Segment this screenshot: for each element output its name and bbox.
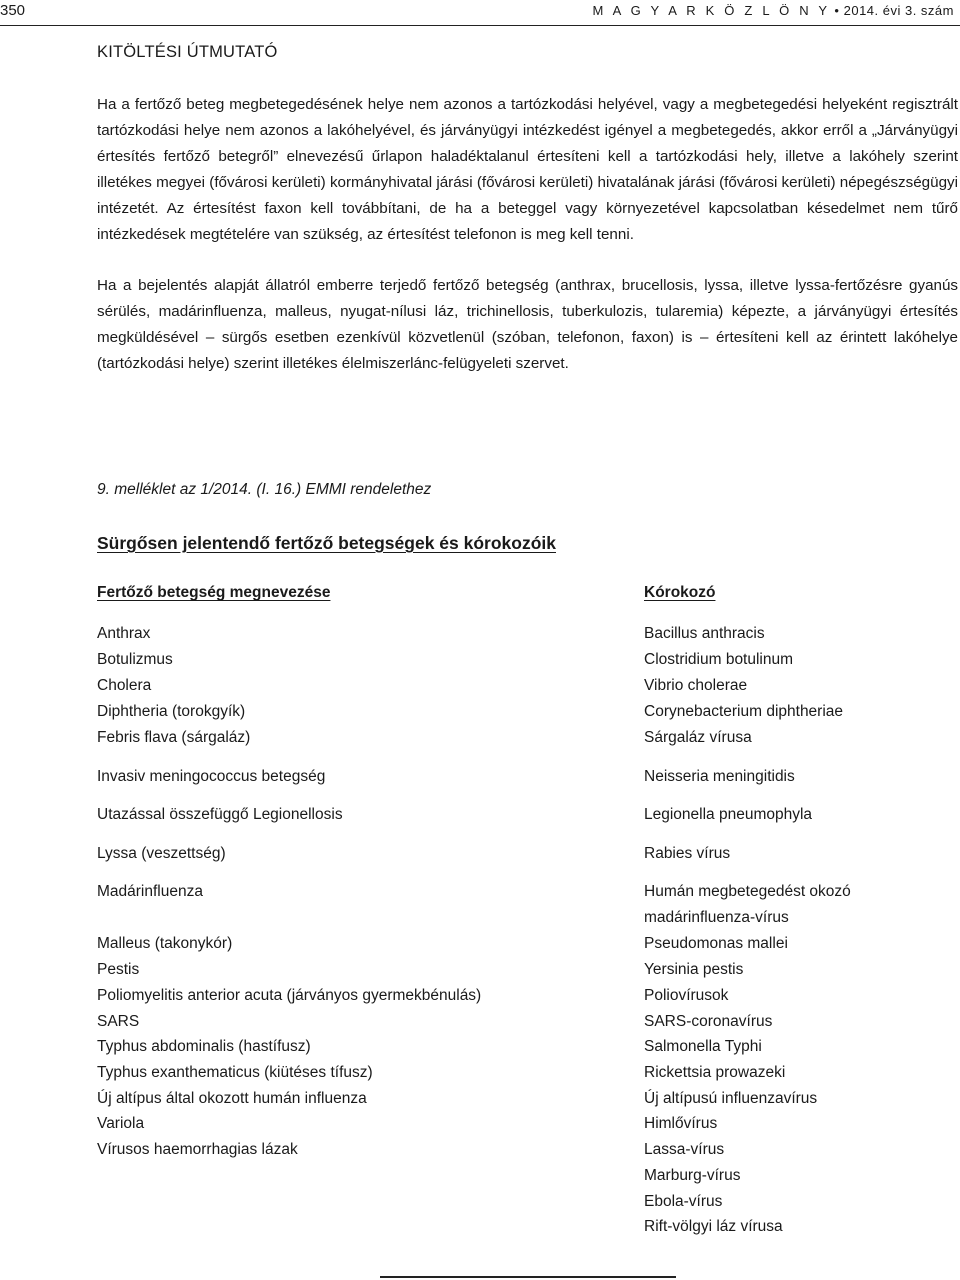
pathogen-cell: Sárgaláz vírusa (644, 729, 752, 746)
disease-cell: Pestis (97, 961, 140, 978)
page-header (0, 0, 960, 30)
pathogen-cell: Ebola-vírus (644, 1193, 723, 1210)
pathogen-cell: Rift-völgyi láz vírusa (644, 1218, 783, 1235)
pathogen-cell: Bacillus anthracis (644, 625, 765, 642)
pathogen-cell-continued: madárinfluenza-vírus (644, 909, 789, 926)
disease-cell: Utazással összefüggő Legionellosis (97, 806, 343, 823)
pathogen-cell: Legionella pneumophyla (644, 806, 813, 823)
footer-rule (380, 1276, 676, 1278)
header-rule (0, 25, 960, 26)
pathogen-cell: Neisseria meningitidis (644, 768, 795, 785)
journal-name: M A G Y A R K Ö Z L Ö N Y (592, 3, 831, 18)
disease-cell: Vírusos haemorrhagias lázak (97, 1141, 298, 1158)
column-header-disease: Fertőző betegség megnevezése (97, 584, 331, 601)
disease-cell: Variola (97, 1115, 145, 1132)
pathogen-cell: Új altípusú influenzavírus (644, 1090, 818, 1107)
disease-cell: Botulizmus (97, 651, 173, 668)
pathogen-cell: Rabies vírus (644, 845, 731, 862)
header-separator: • (834, 3, 840, 18)
pathogen-cell: SARS-coronavírus (644, 1013, 773, 1030)
column-header-pathogen: Kórokozó (644, 584, 716, 601)
pathogen-cell: Rickettsia prowazeki (644, 1064, 786, 1081)
pathogen-cell: Lassa-vírus (644, 1141, 725, 1158)
disease-cell: Febris flava (sárgaláz) (97, 729, 251, 746)
section-title: KITÖLTÉSI ÚTMUTATÓ (97, 43, 278, 61)
page-number: 350 (0, 2, 26, 19)
disease-cell: Typhus exanthematicus (kiütéses tífusz) (97, 1064, 373, 1081)
disease-cell: Poliomyelitis anterior acuta (járványos gyermekbénulás) (97, 987, 482, 1004)
pathogen-cell: Himlővírus (644, 1115, 718, 1132)
pathogen-cell: Pseudomonas mallei (644, 935, 788, 952)
disease-cell: SARS (97, 1013, 140, 1030)
pathogen-cell: Salmonella Typhi (644, 1038, 762, 1055)
pathogen-cell: Clostridium botulinum (644, 651, 794, 668)
table-title: Sürgősen jelentendő fertőző betegségek és kórokozóik (97, 533, 556, 553)
issue-label: 2014. évi 3. szám (843, 3, 954, 18)
annex-reference: 9. melléklet az 1/2014. (I. 16.) EMMI rendelethez (97, 481, 432, 498)
pathogen-cell: Poliovírusok (644, 987, 729, 1004)
pathogen-cell: Marburg-vírus (644, 1167, 741, 1184)
disease-cell: Lyssa (veszettség) (97, 845, 226, 862)
disease-cell: Invasiv meningococcus betegség (97, 768, 326, 785)
disease-cell: Új altípus által okozott humán influenza (97, 1090, 367, 1107)
pathogen-cell: Yersinia pestis (644, 961, 744, 978)
disease-cell: Malleus (takonykór) (97, 935, 233, 952)
journal-masthead (593, 3, 954, 18)
pathogen-cell: Corynebacterium diphtheriae (644, 703, 844, 720)
pathogen-cell: Vibrio cholerae (644, 677, 748, 694)
disease-cell: Cholera (97, 677, 152, 694)
disease-cell: Anthrax (97, 625, 151, 642)
disease-cell: Madárinfluenza (97, 883, 203, 900)
disease-cell: Typhus abdominalis (hastífusz) (97, 1038, 311, 1055)
paragraph-zoonosis: Ha a bejelentés alapját állatról emberre terjedő fertőző betegség (anthrax, brucellosis, lyssa, illetve lyssa-fertőzésre gyanús sérülés, madárinfluenza, malleus, nyugat-nílusi láz, trichinellosis, tuberkulozis, tularemia) képezte, a járványügyi értesítés megküldésével – sürgős esetben ezenkívül közvetlenül (szóban, telefonon, faxon) is – értesíteni kell az érintett lakóhelye (tartózkodási helye) szerint illetékes élelmiszerlánc-felügyeleti szervet. (97, 277, 958, 372)
paragraph-notification: Ha a fertőző beteg megbetegedésének helye nem azonos a tartózkodási helyével, vagy a megbetegedési helyeként regisztrált tartózkodási helye nem azonos a lakóhelyével, és járványügyi intézkedést igényel a megbetegedés, akkor erről a „Járványügyi értesítés fertőző betegről” elnevezésű űrlapon haladéktalanul értesíteni kell a tartózkodási hely, illetve a lakóhely szerint illetékes megyei (fővárosi kerületi) kormányhivatal járási (fővárosi kerületi) hivatalának járási (fővárosi kerületi) népegészségügyi intézetét. Az értesítést faxon kell továbbítani, de ha a beteggel vagy környezetével kapcsolatban késedelmet nem tűrő intézkedések megtételére van szükség, az értesítést telefonon is meg kell tenni. (97, 96, 958, 243)
disease-cell: Diphtheria (torokgyík) (97, 703, 246, 720)
pathogen-cell: Humán megbetegedést okozó (644, 883, 851, 900)
